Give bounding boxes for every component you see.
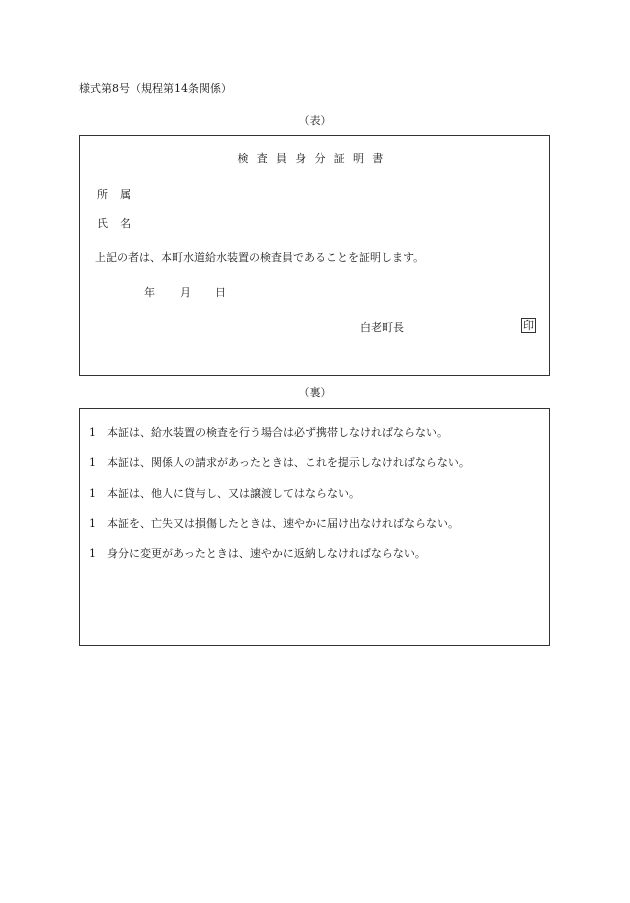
form-number: 様式第8号（規程第14条関係） (79, 82, 232, 95)
note-item (89, 454, 470, 470)
front-side-label: （表） (298, 114, 332, 127)
note-item (89, 424, 448, 440)
note-number: 1 (89, 456, 96, 469)
note-text: 身分に変更があったときは、速やかに返納しなければならない。 (107, 547, 426, 560)
card-title: 検査員身分証明書 (237, 152, 392, 165)
id-card-back (79, 408, 550, 646)
note-text: 本証を、亡失又は損傷したときは、速やかに届け出なければならない。 (107, 517, 459, 530)
note-text: 本証は、給水装置の検査を行う場合は必ず携帯しなければならない。 (107, 426, 448, 439)
name-label: 氏名 (97, 217, 144, 230)
note-item (89, 545, 426, 561)
note-number: 1 (89, 517, 96, 530)
certification-statement: 上記の者は、本町水道給水装置の検査員であることを証明します。 (95, 251, 425, 264)
note-item (89, 485, 360, 501)
note-text: 本証は、他人に貸与し、又は譲渡してはならない。 (107, 487, 360, 500)
note-text: 本証は、関係人の請求があったときは、これを提示しなければならない。 (107, 456, 470, 469)
affiliation-label: 所属 (97, 188, 144, 201)
mayor-title: 白老町長 (360, 321, 404, 334)
date-month-label: 月 (180, 286, 191, 299)
note-number: 1 (89, 426, 96, 439)
back-side-label: （裏） (298, 386, 332, 399)
date-day-label: 日 (215, 286, 226, 299)
note-number: 1 (89, 547, 96, 560)
note-number: 1 (89, 487, 96, 500)
seal-mark: 印 (523, 319, 534, 332)
id-card-front (79, 135, 550, 376)
date-year-label: 年 (144, 286, 155, 299)
note-item (89, 515, 459, 531)
